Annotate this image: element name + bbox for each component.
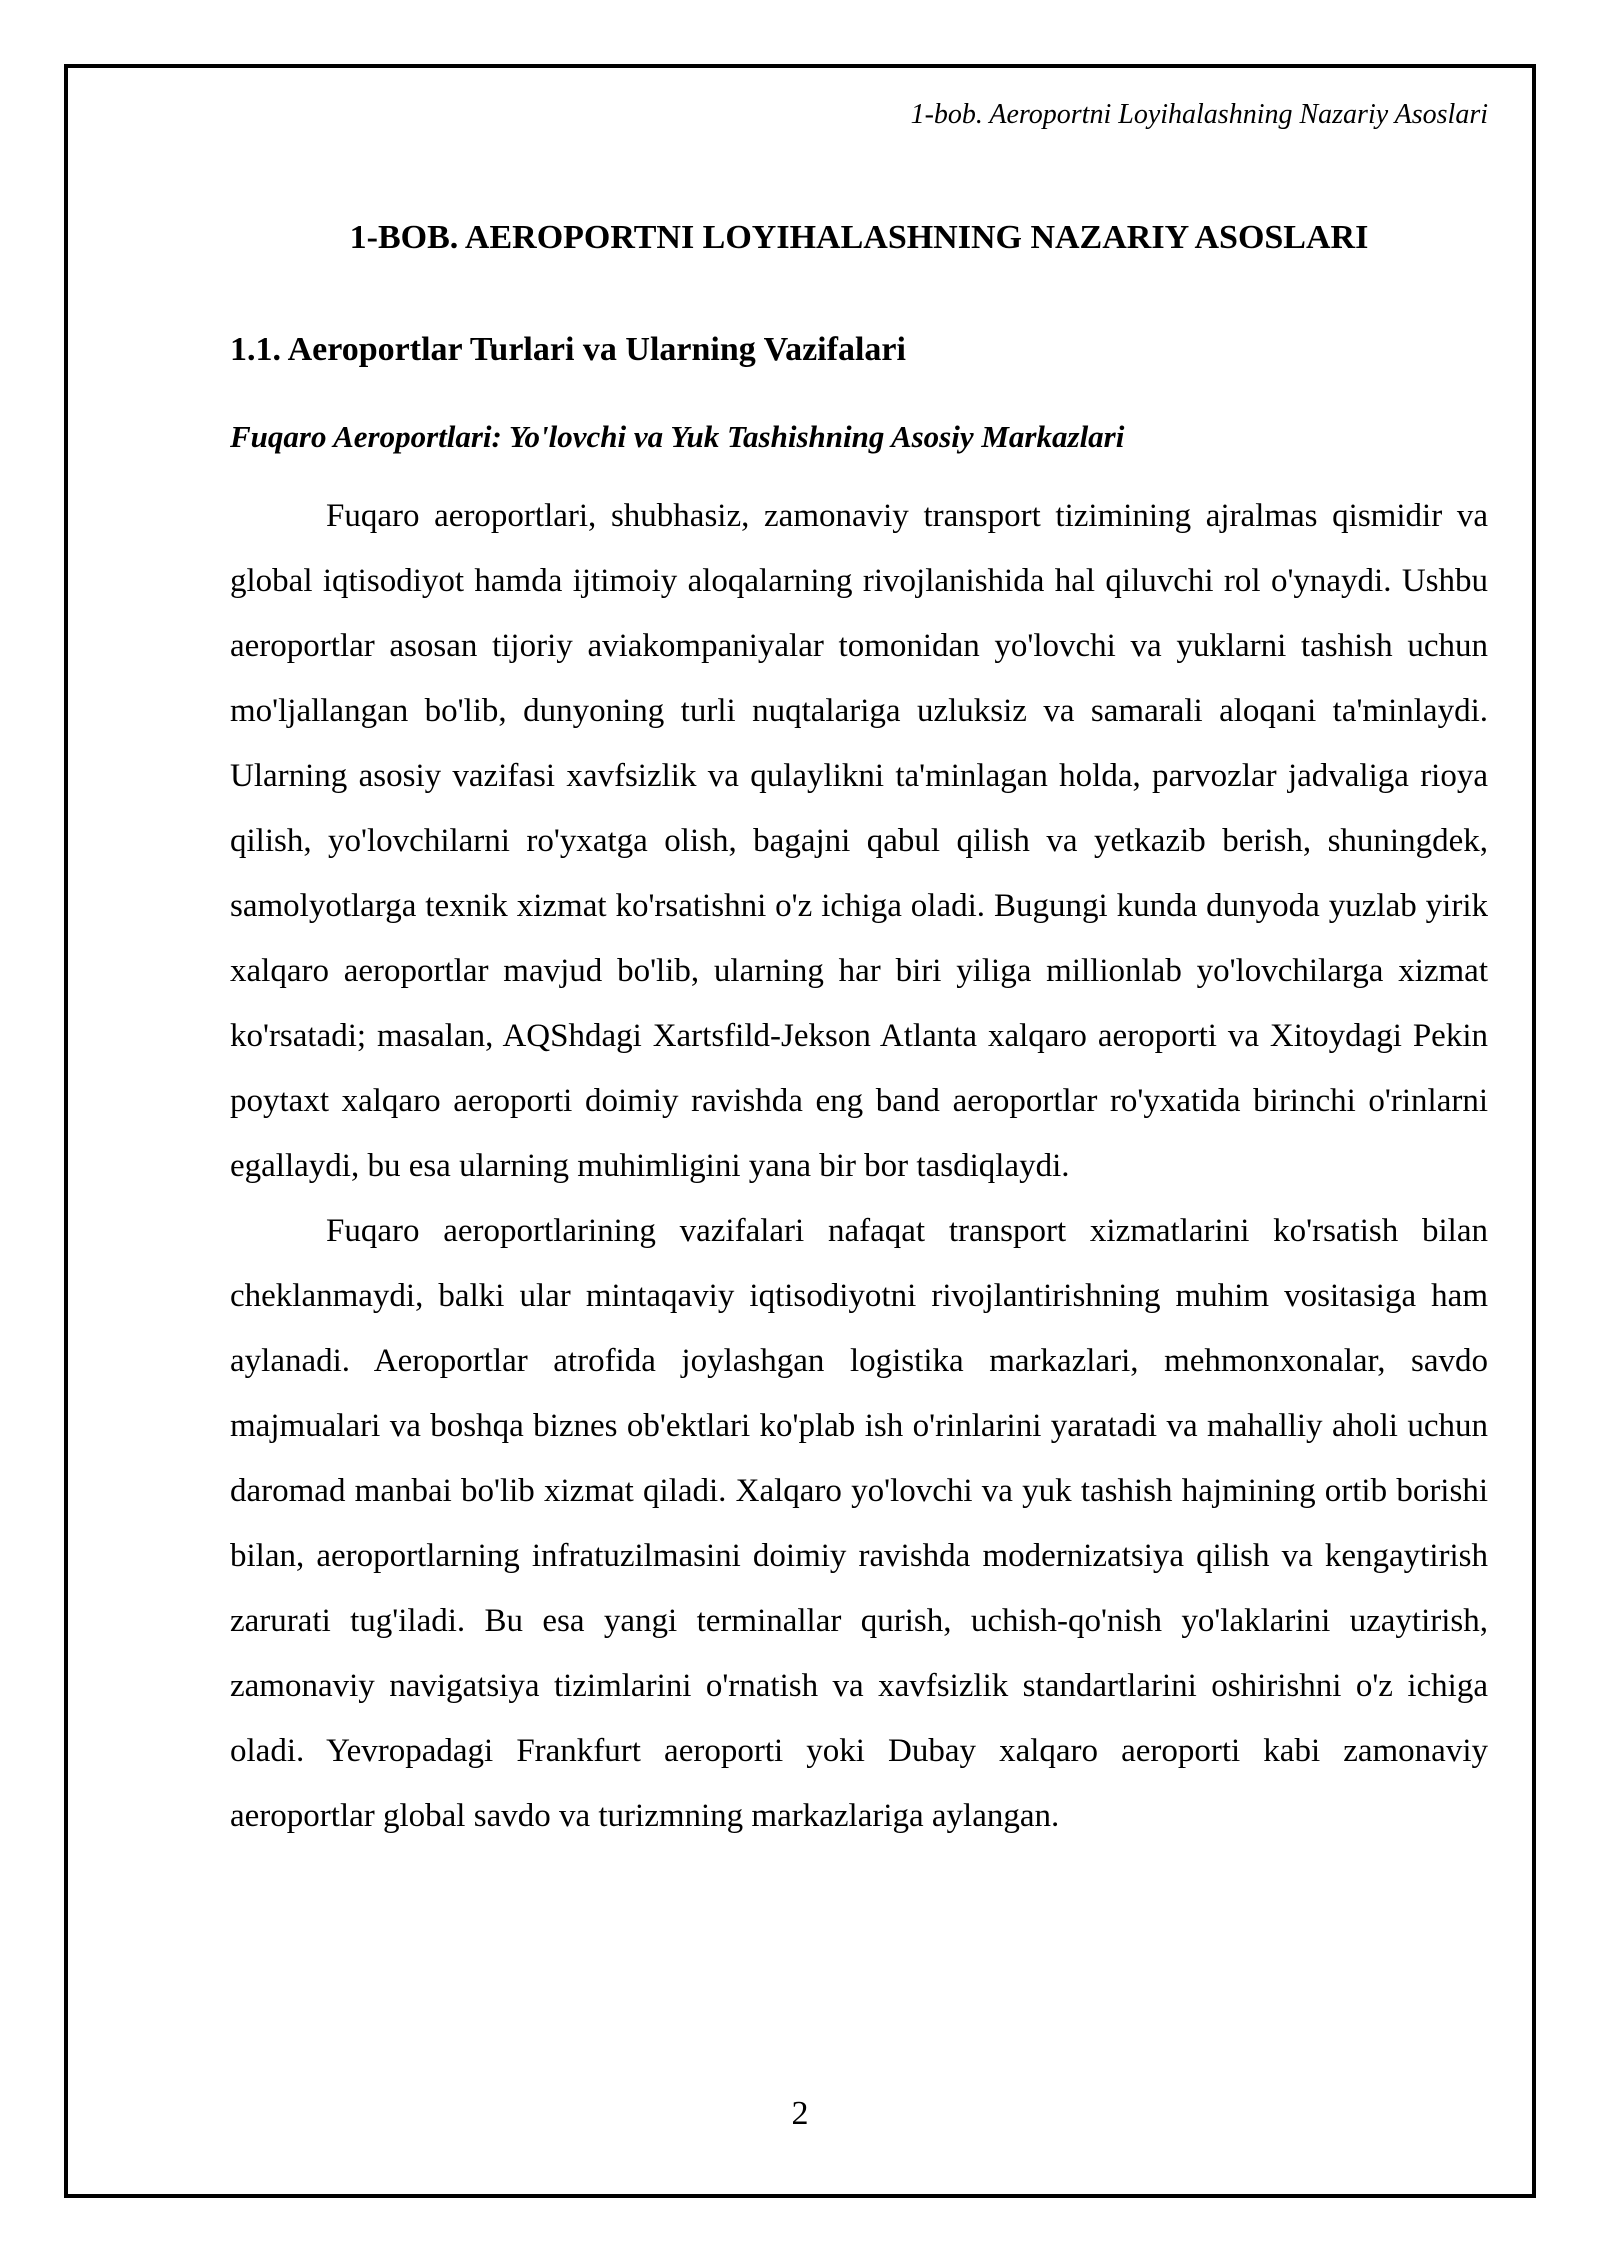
paragraph: Fuqaro aeroportlari, shubhasiz, zamonaviy transport tizimining ajralmas qismidir va global iqtisodiyot hamda ijtimoiy aloqalarning rivojlanishida hal qiluvchi rol o'ynaydi. Ushbu aeroportlar asosan tijoriy aviakompaniyalar tomonidan yo'lovchi va yuklarni tashish uchun mo'ljallangan bo'lib, dunyoning turli nuqtalariga uzluksiz va samarali aloqani ta'minlaydi. Ularning asosiy vazifasi xavfsizlik va qulaylikni ta'minlagan holda, parvozlar jadvaliga rioya qilish, yo'lovchilarni ro'yxatga olish, bagajni qabul qilish va yetkazib berish, shuningdek, samolyotlarga texnik xizmat ko'rsatishni o'z ichiga oladi. Bugungi kunda dunyoda yuzlab yirik xalqaro aeroportlar mavjud bo'lib, ularning har biri yiliga millionlab yo'lovchilarga xizmat ko'rsatadi; masalan, AQShdagi Xartsfild-Jekson Atlanta xalqaro aeroporti va Xitoydagi Pekin poytaxt xalqaro aeroporti doimiy ravishda eng band aeroportlar ro'yxatida birinchi o'rinlarni egallaydi, bu esa ularning muhimligini yana bir bor tasdiqlaydi. — [230, 498, 1488, 1184]
body-text — [230, 484, 1488, 1849]
paragraph: Fuqaro aeroportlarining vazifalari nafaqat transport xizmatlarini ko'rsatish bilan cheklanmaydi, balki ular mintaqaviy iqtisodiyotni rivojlantirishning muhim vositasiga ham aylanadi. Aeroportlar atrofida joylashgan logistika markazlari, mehmonxonalar, savdo majmualari va boshqa biznes ob'ektlari ko'plab ish o'rinlarini yaratadi va mahalliy aholi uchun daromad manbai bo'lib xizmat qiladi. Xalqaro yo'lovchi va yuk tashish hajmining ortib borishi bilan, aeroportlarning infratuzilmasini doimiy ravishda modernizatsiya qilish va kengaytirish zarurati tug'iladi. Bu esa yangi terminallar qurish, uchish-qo'nish yo'laklarini uzaytirish, zamonaviy navigatsiya tizimlarini o'rnatish va xavfsizlik standartlarini oshirishni o'z ichiga oladi. Yevropadagi Frankfurt aeroporti yoki Dubay xalqaro aeroporti kabi zamonaviy aeroportlar global savdo va turizmning markazlariga aylangan. — [230, 1213, 1488, 1834]
section-title: 1.1. Aeroportlar Turlari va Ularning Vazifalari — [230, 331, 906, 368]
running-header: 1-bob. Aeroportni Loyihalashning Nazariy Asoslari — [910, 99, 1488, 130]
page-number: 2 — [791, 2095, 809, 2132]
chapter-title: 1-BOB. AEROPORTNI LOYIHALASHNING NAZARIY ASOSLARI — [349, 219, 1369, 256]
subsection-title: Fuqaro Aeroportlari: Yo'lovchi va Yuk Tashishning Asosiy Markazlari — [230, 419, 1125, 454]
